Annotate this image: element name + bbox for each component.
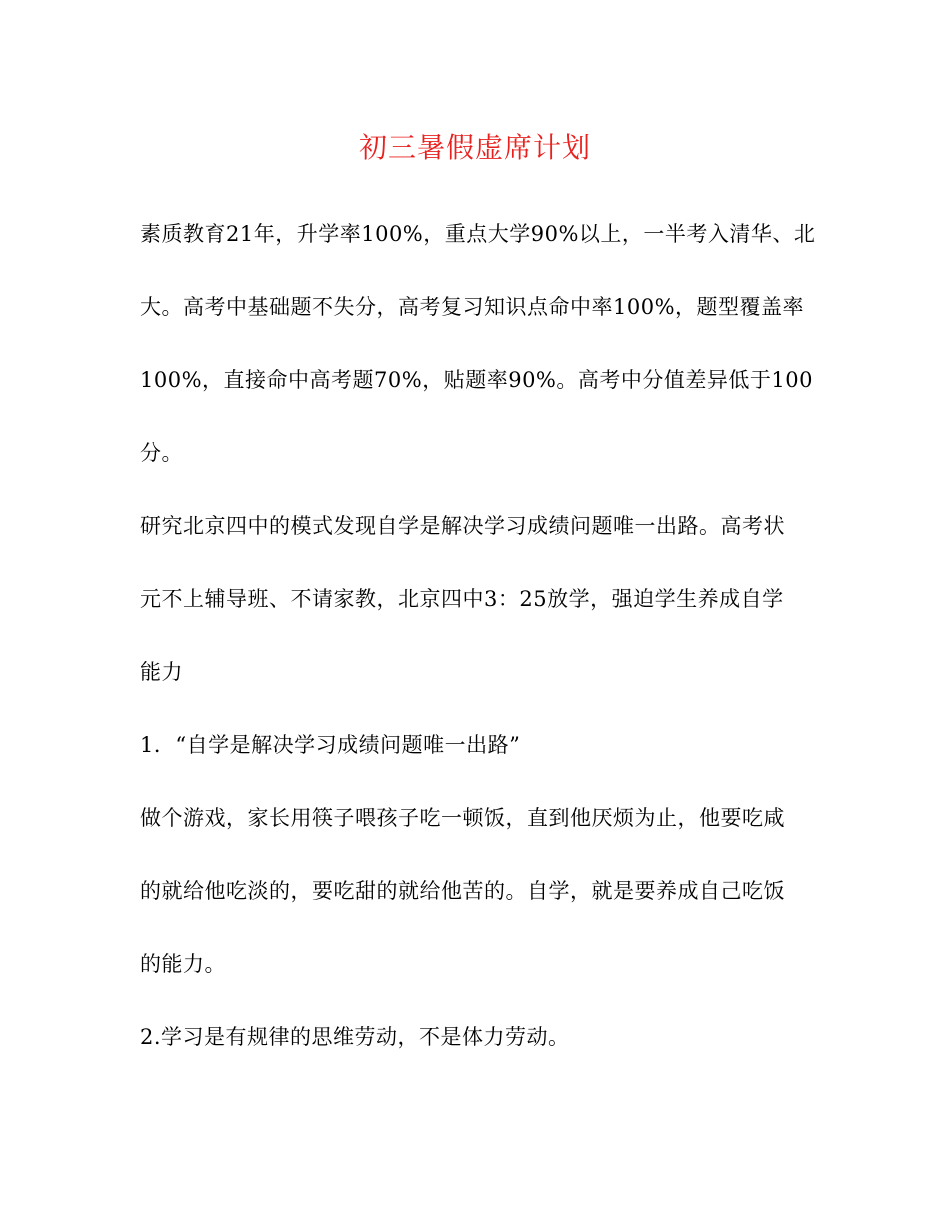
text-line: 做个游戏，家长用筷子喂孩子吃一顿饭，直到他厌烦为止，他要吃咸 <box>140 806 785 830</box>
text-line: 2.学习是有规律的思维劳动，不是体力劳动。 <box>140 1025 570 1049</box>
text-line: 的能力。 <box>140 952 226 976</box>
paragraph-4 <box>140 782 805 1001</box>
text-line: 元不上辅导班、不请家教，北京四中3：25放学，强迫学生养成自学 <box>140 587 784 611</box>
text-line: 大。高考中基础题不失分，高考复习知识点命中率100%，题型覆盖率 <box>140 295 805 319</box>
text-line: 100%，直接命中高考题70%，贴题率90%。高考中分值差异低于100 <box>140 368 813 392</box>
text-line: 的就给他吃淡的，要吃甜的就给他苦的。自学，就是要养成自己吃饭 <box>140 879 785 903</box>
text-line: 素质教育21年，升学率100%，重点大学90%以上，一半考入清华、北 <box>140 222 816 246</box>
document-body <box>140 198 816 1074</box>
text-line: 研究北京四中的模式发现自学是解决学习成绩问题唯一出路。高考状 <box>140 514 785 538</box>
paragraph-1 <box>140 198 816 490</box>
document-title: 初三暑假虚席计划 <box>358 131 591 164</box>
text-line: 能力 <box>140 660 183 684</box>
paragraph-5 <box>140 1001 805 1074</box>
text-line: 分。 <box>140 441 183 465</box>
text-line: 1．“自学是解决学习成绩问题唯一出路” <box>140 733 521 757</box>
paragraph-3 <box>140 709 805 782</box>
paragraph-2 <box>140 490 805 709</box>
